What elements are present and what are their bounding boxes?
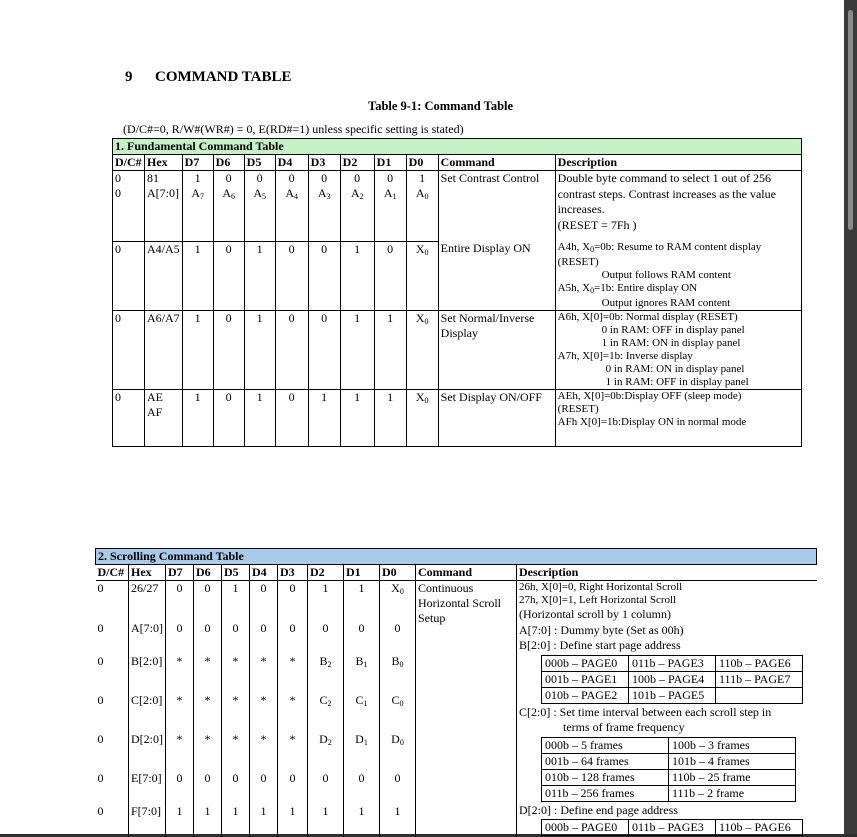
table-row: 0 B[2:0] * * * * * $B_2$ $B_1$ $B_0$ — [96, 654, 817, 693]
page-address-table: 000b – 5 frames 100b – 3 frames 001b – 64 frames 101b – 4 frames 010b – 128 frames 110b – 25 frame 011b – 256 frames 111b – 2 frame — [541, 737, 796, 802]
table-caption: Table 9-1: Command Table — [368, 99, 514, 113]
header-d2: D2 — [340, 155, 374, 171]
table-row: 0 F[7:0] 1 1 1 1 1 1 1 1 — [96, 804, 817, 837]
page-address-table: 000b – PAGE0 011b – PAGE3 110b – PAGE6 — [541, 819, 803, 836]
fundamental-command-table — [112, 138, 802, 447]
table-row: 0 E[7:0] 0 0 0 0 0 0 0 0 — [96, 771, 817, 804]
scrolling-command-table — [95, 548, 817, 837]
scrolling-title: 2. Scrolling Command Table — [96, 549, 817, 565]
header-d6: D6 — [213, 155, 244, 171]
table-row: 0 A[7:0] $A_7$ $A_6$ $A_5$ $A_4$ $A_3$ $A_2$ $A_1$ $A_0$ — [113, 186, 802, 241]
header-d3: D3 — [308, 155, 340, 171]
section-heading — [125, 69, 292, 86]
table-note: (D/C#=0, R/W#(WR#) = 0, E(RD#=1) unless specific setting is stated) — [123, 122, 464, 136]
table-row: 0 AE AF 1 0 1 0 1 1 1 $X_0$ Set Display ON/OFF AEh, X[0]=0b:Display OFF (sleep mode) (RESET) AFh X[0]=1b:Display ON in normal mode — [113, 390, 802, 447]
header-description: Description — [555, 155, 801, 171]
header-d5: D5 — [244, 155, 275, 171]
header-hex: Hex — [145, 155, 183, 171]
table-row: 0 81 1 0 0 0 0 0 0 1 Set Contrast Control Double byte command to select 1 out of 256 contrast steps. Contrast increases as the value increases. (RESET = 7Fh ) — [113, 171, 802, 187]
header-d7: D7 — [182, 155, 213, 171]
table-header-row: D/C# Hex D7 D6 D5 D4 D3 D2 D1 D0 Command Description — [96, 565, 817, 581]
table-row: 0 D[2:0] * * * * * $D_2$ $D_1$ $D_0$ — [96, 732, 817, 771]
header-d4: D4 — [275, 155, 308, 171]
header-d1: D1 — [374, 155, 406, 171]
table-row: 0 A[7:0] 0 0 0 0 0 0 0 0 — [96, 621, 817, 654]
header-d0: D0 — [406, 155, 438, 171]
table-row: 0 A4/A5 1 0 1 0 0 1 0 $X_0$ Entire Display ON A4h, $X_0=0b$: Resume to RAM content display (RESET) Output follows RAM content A5h, $X_0=1b$: Entire display ON Output ignores RAM content — [113, 241, 802, 311]
scrollbar-thumb[interactable] — [848, 10, 853, 230]
table-row: 0 26/27 0 0 1 0 0 1 1 $X_0$ Continuous Horizontal Scroll Setup 26h, X[0]=0, Right Horizontal Scroll 27h, X[0]=1, Left Horizontal Scroll (Horizontal scroll by 1 column) A[7:0] : Dummy byte (Set as 00h) B[2:0] : Define start page address 000b – PAGE0 011b – PAGE3 110b – PAGE6 001b – PAGE1 100b – PAGE4 111b – PAGE7 010b – PAGE2 101b – PAGE5 C[2:0] : Set time interval between each scroll step in terms of frame frequency 000b – 5 frames 100b – 3 frames 001b – 64 frames 101b – 4 frames 010b – 128 frames 110b – 25 frame 011b – 256 frames 111b – 2 frame D[2:0] : Define end page address 000b – PAGE0 011b – PAGE3 110b – PAGE6 — [96, 581, 817, 621]
header-command: Command — [438, 155, 555, 171]
table-row: 0 A6/A7 1 0 1 0 0 1 1 $X_0$ Set Normal/Inverse Display A6h, X[0]=0b: Normal display (RESET) 0 in RAM: OFF in display panel 1 in RAM: ON in display panel A7h, X[0]=1b: Inverse display 0 in RAM: ON in display panel 1 in RAM: OFF in display panel — [113, 311, 802, 390]
header-dc: D/C# — [113, 155, 145, 171]
fundamental-title: 1. Fundamental Command Table — [113, 139, 802, 155]
scrolling-banner — [96, 549, 817, 565]
page-address-table: 000b – PAGE0 011b – PAGE3 110b – PAGE6 001b – PAGE1 100b – PAGE4 111b – PAGE7 010b – PAGE2 101b – PAGE5 — [541, 655, 803, 704]
fundamental-banner — [113, 139, 802, 155]
table-row: 0 C[2:0] * * * * * $C_2$ $C_1$ $C_0$ — [96, 693, 817, 732]
section-number: 9 — [125, 69, 133, 85]
section-title: COMMAND TABLE — [155, 69, 292, 85]
table-header-row — [113, 155, 802, 171]
